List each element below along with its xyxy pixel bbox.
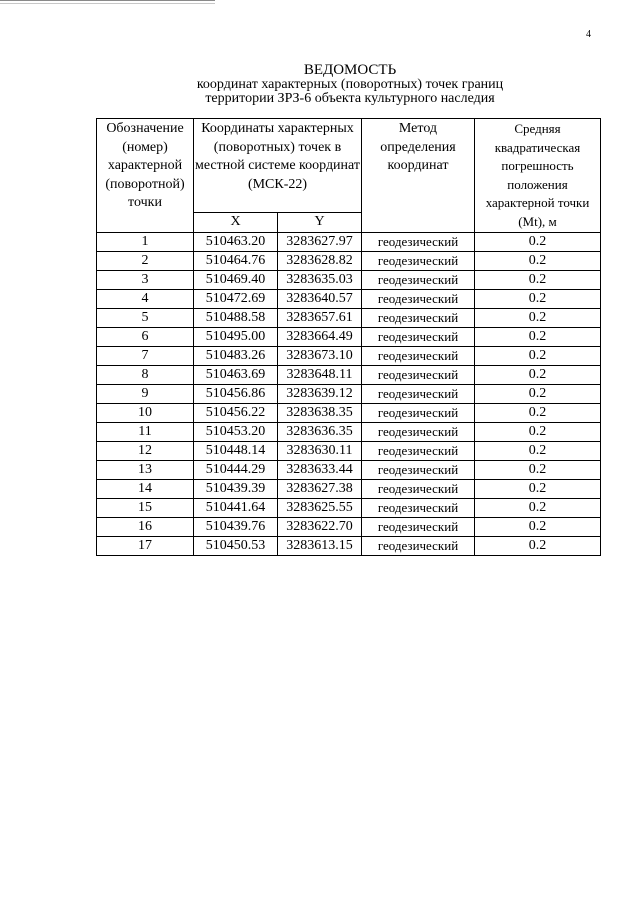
method-cell: геодезический bbox=[362, 498, 475, 517]
point-number-cell: 11 bbox=[97, 422, 194, 441]
table-row bbox=[97, 308, 601, 327]
x-coordinate-cell: 510463.20 bbox=[194, 232, 278, 251]
point-number-cell: 5 bbox=[97, 308, 194, 327]
error-cell: 0.2 bbox=[475, 384, 601, 403]
method-cell: геодезический bbox=[362, 460, 475, 479]
table-row bbox=[97, 289, 601, 308]
x-coordinate-cell: 510483.26 bbox=[194, 346, 278, 365]
document-title: ВЕДОМОСТЬ bbox=[303, 62, 397, 78]
x-coordinate-cell: 510472.69 bbox=[194, 289, 278, 308]
x-coordinate-cell: 510456.22 bbox=[194, 403, 278, 422]
x-coordinate-cell: 510448.14 bbox=[194, 441, 278, 460]
table-row bbox=[97, 460, 601, 479]
point-number-cell: 6 bbox=[97, 327, 194, 346]
method-cell: геодезический bbox=[362, 308, 475, 327]
x-coordinate-cell: 510439.39 bbox=[194, 479, 278, 498]
header-error: Средняя квадратическая погрешность положения характерной точки (Mt), м bbox=[475, 119, 601, 233]
y-coordinate-cell: 3283625.55 bbox=[278, 498, 362, 517]
error-cell: 0.2 bbox=[475, 536, 601, 555]
method-cell: геодезический bbox=[362, 289, 475, 308]
table-row bbox=[97, 384, 601, 403]
method-cell: геодезический bbox=[362, 251, 475, 270]
header-y: Y bbox=[278, 213, 362, 232]
method-cell: геодезический bbox=[362, 479, 475, 498]
point-number-cell: 10 bbox=[97, 403, 194, 422]
method-cell: геодезический bbox=[362, 232, 475, 251]
x-coordinate-cell: 510464.76 bbox=[194, 251, 278, 270]
y-coordinate-cell: 3283630.11 bbox=[278, 441, 362, 460]
point-number-cell: 17 bbox=[97, 536, 194, 555]
table-row bbox=[97, 422, 601, 441]
error-cell: 0.2 bbox=[475, 327, 601, 346]
method-cell: геодезический bbox=[362, 536, 475, 555]
y-coordinate-cell: 3283628.82 bbox=[278, 251, 362, 270]
table-row bbox=[97, 536, 601, 555]
coordinates-table bbox=[96, 118, 601, 556]
point-number-cell: 9 bbox=[97, 384, 194, 403]
y-coordinate-cell: 3283673.10 bbox=[278, 346, 362, 365]
y-coordinate-cell: 3283664.49 bbox=[278, 327, 362, 346]
y-coordinate-cell: 3283636.35 bbox=[278, 422, 362, 441]
method-cell: геодезический bbox=[362, 270, 475, 289]
table-row bbox=[97, 403, 601, 422]
method-cell: геодезический bbox=[362, 441, 475, 460]
x-coordinate-cell: 510495.00 bbox=[194, 327, 278, 346]
table-row bbox=[97, 232, 601, 251]
y-coordinate-cell: 3283627.97 bbox=[278, 232, 362, 251]
table-body bbox=[97, 232, 601, 555]
error-cell: 0.2 bbox=[475, 346, 601, 365]
error-cell: 0.2 bbox=[475, 517, 601, 536]
header-designation: Обозначение (номер) характерной (поворотной) точки bbox=[97, 119, 194, 233]
y-coordinate-cell: 3283635.03 bbox=[278, 270, 362, 289]
point-number-cell: 2 bbox=[97, 251, 194, 270]
table-row bbox=[97, 251, 601, 270]
y-coordinate-cell: 3283648.11 bbox=[278, 365, 362, 384]
error-cell: 0.2 bbox=[475, 270, 601, 289]
point-number-cell: 14 bbox=[97, 479, 194, 498]
point-number-cell: 3 bbox=[97, 270, 194, 289]
x-coordinate-cell: 510450.53 bbox=[194, 536, 278, 555]
y-coordinate-cell: 3283633.44 bbox=[278, 460, 362, 479]
x-coordinate-cell: 510444.29 bbox=[194, 460, 278, 479]
title-line-1: координат характерных (поворотных) точек границ bbox=[196, 77, 504, 92]
header-coordinates: Координаты характерных (поворотных) точек в местной системе координат (МСК-22) bbox=[194, 119, 362, 213]
point-number-cell: 15 bbox=[97, 498, 194, 517]
error-cell: 0.2 bbox=[475, 403, 601, 422]
title-block bbox=[90, 63, 610, 106]
error-cell: 0.2 bbox=[475, 422, 601, 441]
method-cell: геодезический bbox=[362, 517, 475, 536]
method-cell: геодезический bbox=[362, 384, 475, 403]
x-coordinate-cell: 510456.86 bbox=[194, 384, 278, 403]
point-number-cell: 12 bbox=[97, 441, 194, 460]
error-cell: 0.2 bbox=[475, 251, 601, 270]
error-cell: 0.2 bbox=[475, 460, 601, 479]
table-row bbox=[97, 441, 601, 460]
error-cell: 0.2 bbox=[475, 365, 601, 384]
y-coordinate-cell: 3283622.70 bbox=[278, 517, 362, 536]
error-cell: 0.2 bbox=[475, 308, 601, 327]
table-row bbox=[97, 365, 601, 384]
table-row bbox=[97, 498, 601, 517]
title-line-2: территории ЗРЗ-6 объекта культурного наследия bbox=[205, 91, 495, 106]
error-cell: 0.2 bbox=[475, 289, 601, 308]
table-row bbox=[97, 346, 601, 365]
x-coordinate-cell: 510469.40 bbox=[194, 270, 278, 289]
x-coordinate-cell: 510441.64 bbox=[194, 498, 278, 517]
point-number-cell: 7 bbox=[97, 346, 194, 365]
x-coordinate-cell: 510463.69 bbox=[194, 365, 278, 384]
point-number-cell: 4 bbox=[97, 289, 194, 308]
error-cell: 0.2 bbox=[475, 441, 601, 460]
top-rule bbox=[0, 0, 215, 4]
x-coordinate-cell: 510453.20 bbox=[194, 422, 278, 441]
method-cell: геодезический bbox=[362, 422, 475, 441]
table-row bbox=[97, 327, 601, 346]
page-number: 4 bbox=[586, 29, 591, 40]
x-coordinate-cell: 510439.76 bbox=[194, 517, 278, 536]
header-method: Метод определения координат bbox=[362, 119, 475, 233]
error-cell: 0.2 bbox=[475, 232, 601, 251]
point-number-cell: 13 bbox=[97, 460, 194, 479]
point-number-cell: 8 bbox=[97, 365, 194, 384]
y-coordinate-cell: 3283657.61 bbox=[278, 308, 362, 327]
y-coordinate-cell: 3283613.15 bbox=[278, 536, 362, 555]
method-cell: геодезический bbox=[362, 346, 475, 365]
y-coordinate-cell: 3283638.35 bbox=[278, 403, 362, 422]
method-cell: геодезический bbox=[362, 365, 475, 384]
method-cell: геодезический bbox=[362, 403, 475, 422]
error-cell: 0.2 bbox=[475, 479, 601, 498]
header-x: X bbox=[194, 213, 278, 232]
table-row bbox=[97, 479, 601, 498]
table-row bbox=[97, 517, 601, 536]
error-cell: 0.2 bbox=[475, 498, 601, 517]
method-cell: геодезический bbox=[362, 327, 475, 346]
point-number-cell: 1 bbox=[97, 232, 194, 251]
point-number-cell: 16 bbox=[97, 517, 194, 536]
y-coordinate-cell: 3283639.12 bbox=[278, 384, 362, 403]
y-coordinate-cell: 3283627.38 bbox=[278, 479, 362, 498]
table-row bbox=[97, 270, 601, 289]
x-coordinate-cell: 510488.58 bbox=[194, 308, 278, 327]
y-coordinate-cell: 3283640.57 bbox=[278, 289, 362, 308]
